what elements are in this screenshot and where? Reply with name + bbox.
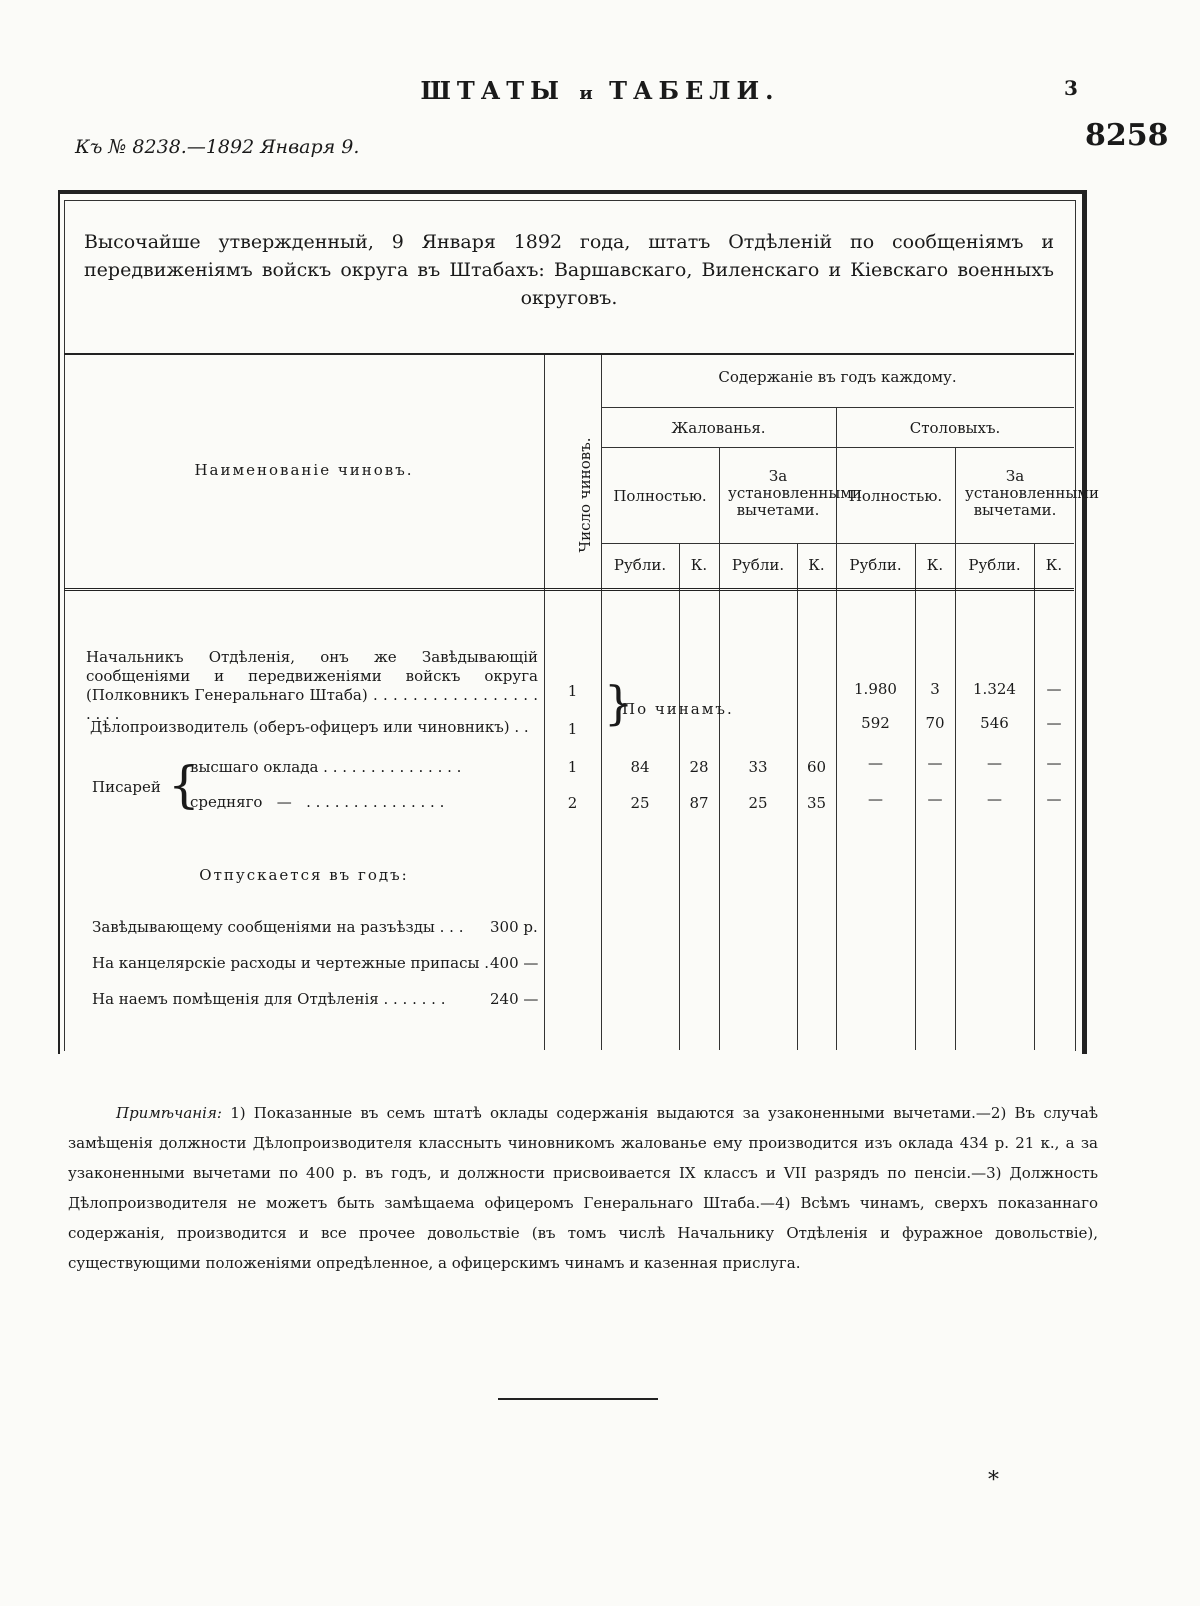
chief-table-deduct-k: —: [1046, 680, 1062, 698]
unit-k-2: К.: [808, 556, 825, 574]
clerk-table-full-k: 70: [925, 714, 945, 732]
row-name-clerk: Дѣлопроизводитель (оберъ-офицеръ или чиновникъ) . .: [90, 718, 529, 736]
col-divider-salary-sub: [719, 447, 720, 1050]
allowance-label-office: На канцелярскіе расходы и чертежные припасы .: [92, 954, 489, 972]
scribe-high-salary-full-rub: 84: [630, 758, 650, 776]
sub-header-table-full: Полностью.: [848, 487, 943, 505]
page-number: 3: [1064, 76, 1078, 100]
column-header-content: Содержаніе въ годъ каждому.: [718, 368, 957, 386]
allowance-label-rent: На наемъ помѣщенія для Отдѣленія . . . . . . .: [92, 990, 446, 1008]
end-rule: [498, 1398, 658, 1400]
scribe-high-table-deduct-rub: —: [987, 754, 1002, 772]
sub-header-table-deduct: За установленными вычетами.: [965, 467, 1099, 519]
row-name-scribe-high: высшаго оклада . . . . . . . . . . . . . . .: [190, 758, 462, 776]
chief-table-full-k: 3: [930, 680, 940, 698]
scribe-mid-table-deduct-rub: —: [987, 790, 1002, 808]
scribe-mid-salary-full-rub: 25: [630, 794, 650, 812]
unit-k-4: К.: [1045, 556, 1063, 574]
caption-divider: [64, 353, 1074, 355]
row-name-chief: Начальникъ Отдѣленія, онъ же Завѣдывающій сообщеніями и передвиженіями войскъ округа (Полковникъ Генеральнаго Штаба) . . . . . . . . . . . . . . . . . . . . .: [86, 648, 538, 723]
po-chinam-brace: }: [604, 676, 634, 730]
scribe-high-salary-deduct-k: 60: [806, 758, 827, 776]
notes-label: Примѣчанія:: [116, 1104, 222, 1122]
row-divider-content: [601, 407, 1074, 408]
scribe-mid-salary-deduct-rub: 25: [748, 794, 768, 812]
sub-header-salary-full: Полностью.: [613, 487, 707, 505]
allowance-label-travel: Завѣдывающему сообщеніями на разъѣзды . . .: [92, 918, 464, 936]
title-part-a: ШТАТЫ: [420, 76, 565, 105]
title-conjunction: и: [579, 83, 595, 104]
group-header-table: Столовыхъ.: [909, 419, 1001, 437]
unit-rub-1: Рубли.: [613, 556, 667, 574]
column-header-name: Наименованіе чиновъ.: [194, 461, 414, 479]
chief-table-full-rub: 1.980: [854, 680, 897, 698]
clerk-table-full-rub: 592: [861, 714, 890, 732]
unit-k-3: К.: [926, 556, 944, 574]
pisarei-label: Писарей: [92, 778, 161, 796]
chief-table-deduct-rub: 1.324: [973, 680, 1016, 698]
scribe-mid-salary-deduct-k: 35: [806, 794, 827, 812]
po-chinam-note: По чинамъ.: [622, 700, 734, 718]
scribe-mid-table-deduct-k: —: [1046, 790, 1062, 808]
unit-rub-4: Рубли.: [968, 556, 1021, 574]
col-divider-name: [544, 355, 545, 1050]
scribe-high-table-full-rub: —: [868, 754, 883, 772]
row-count-clerk: 1: [567, 720, 578, 738]
allowances-title: Отпускается въ годъ:: [199, 866, 409, 884]
pisarei-brace: {: [168, 756, 200, 814]
unit-rub-3: Рубли.: [849, 556, 902, 574]
scribe-mid-table-full-rub: —: [868, 790, 883, 808]
group-header-salary: Жалованья.: [671, 419, 766, 437]
allowance-value-rent: 240 —: [490, 990, 539, 1008]
row-divider-units: [601, 543, 1074, 544]
row-divider-groups: [601, 447, 1074, 448]
scribe-high-salary-deduct-rub: 33: [748, 758, 768, 776]
scribe-high-table-full-k: —: [927, 754, 943, 772]
section-title: [0, 76, 1200, 105]
unit-rub-2: Рубли.: [731, 556, 785, 574]
asterisk-mark: *: [988, 1468, 999, 1493]
row-count-scribe-high: 1: [567, 758, 578, 776]
scribe-high-table-deduct-k: —: [1046, 754, 1062, 772]
table-caption: Высочайше утвержденный, 9 Января 1892 года, штатъ Отдѣленій по сообщеніямъ и передвиженіямъ войскъ округа въ Штабахъ: Варшавскаго, Виленскаго и Кіевскаго военныхъ округовъ.: [84, 231, 1054, 309]
allowance-value-travel: 300 р.: [490, 918, 538, 936]
row-name-scribe-mid: средняго — . . . . . . . . . . . . . . .: [190, 793, 445, 811]
notes-paragraph: [68, 1098, 1098, 1278]
clerk-table-deduct-rub: 546: [980, 714, 1009, 732]
reference-line: Къ № 8238.—1892 Января 9.: [75, 136, 360, 158]
row-count-scribe-mid: 2: [567, 794, 578, 812]
allowance-value-office: 400 —: [490, 954, 539, 972]
unit-k-1: К.: [690, 556, 708, 574]
title-part-b: ТАБЕЛИ.: [609, 76, 780, 105]
notes-text: 1) Показанные въ семъ штатѣ оклады содержанія выдаются за узаконенными вычетами.—2) Въ случаѣ замѣщенія должности Дѣлопроизводителя классныть чиновникомъ жалованье ему производится изъ оклада 434 р. 21 к., а за узаконенными вычетами по 400 р. въ годъ, и должности присвоивается IX классъ и VII разрядъ по пенсіи.—3) Должность Дѣлопроизводителя не можетъ быть замѣщаема офицеромъ Генеральнаго Штаба.—4) Всѣмъ чинамъ, сверхъ показаннаго содержанія, производится и все прочее довольствіе (въ томъ числѣ Начальнику Отдѣленія и фуражное довольствіе), существующими положеніями опредѣленное, а офицерскимъ чинамъ и казенная прислуга.: [68, 1104, 1098, 1272]
sub-header-salary-deduct: За установленными вычетами.: [728, 467, 862, 519]
scribe-mid-salary-full-k: 87: [689, 794, 709, 812]
row-count-chief: 1: [567, 682, 578, 700]
col-divider-table-sub: [955, 447, 956, 1050]
scribe-high-salary-full-k: 28: [689, 758, 709, 776]
column-header-count: Число чиновъ.: [576, 437, 594, 553]
document-number: 8258: [1085, 118, 1169, 153]
scribe-mid-table-full-k: —: [927, 790, 943, 808]
clerk-table-deduct-k: —: [1046, 714, 1062, 732]
